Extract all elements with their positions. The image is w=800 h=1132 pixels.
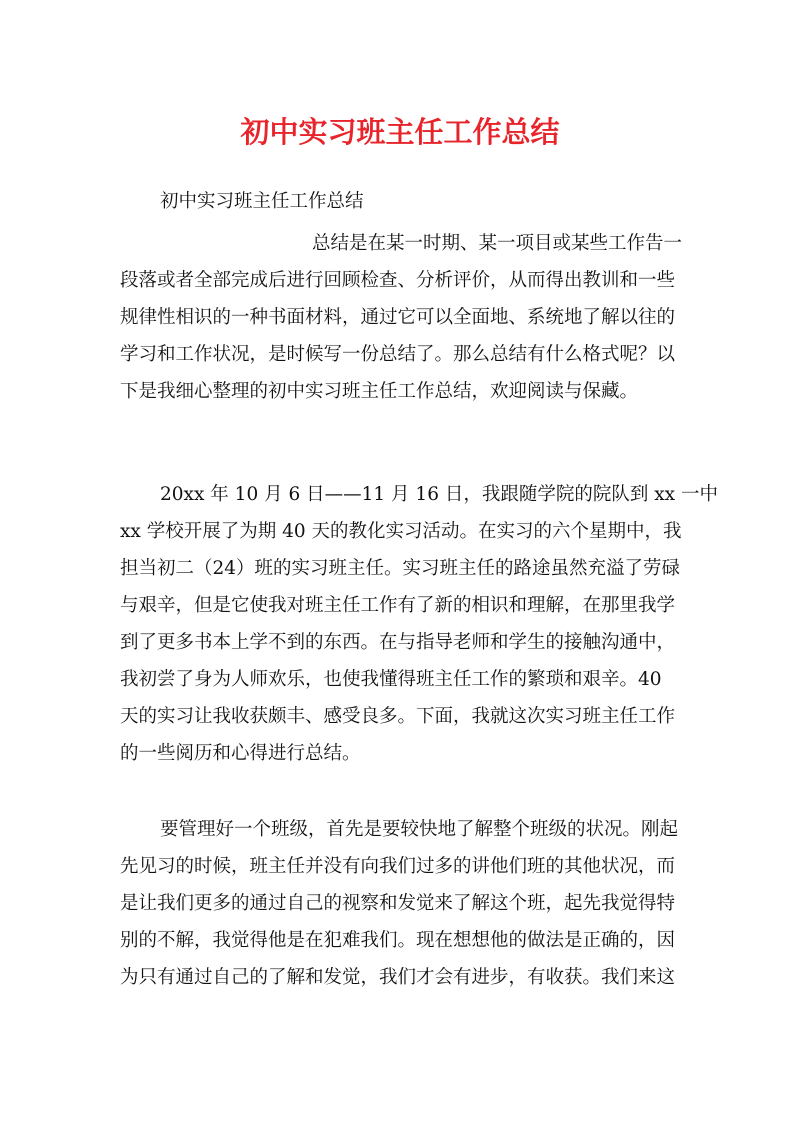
paragraph-line: 是让我们更多的通过自己的视察和发觉来了解这个班，起先我觉得特 (120, 893, 676, 914)
body-paragraph (120, 811, 690, 996)
paragraph-line: 先见习的时候，班主任并没有向我们过多的讲他们班的其他状况，而 (120, 856, 676, 877)
paragraph-line: 学习和工作状况，是时候写一份总结了。那么总结有什么格式呢？以 (120, 344, 676, 365)
paragraph-line: 段落或者全部完成后进行回顾检查、分析评价，从而得出教训和一些 (120, 270, 676, 291)
paragraph-line: 下是我细心整理的初中实习班主任工作总结，欢迎阅读与保藏。 (120, 381, 639, 402)
paragraph-line: 总结是在某一时期、某一项目或某些工作告一 (312, 233, 683, 254)
paragraph-line: 别的不解，我觉得他是在犯难我们。现在想想他的做法是正确的，因 (120, 930, 676, 951)
paragraph-line: 为只有通过自己的了解和发觉，我们才会有进步，有收获。我们来这 (120, 967, 676, 988)
paragraph-line: 规律性相识的一种书面材料，通过它可以全面地、系统地了解以往的 (120, 307, 676, 328)
paragraph-line: xx 学校开展了为期 40 天的教化实习活动。在实习的六个星期中，我 (120, 521, 682, 542)
body-paragraph (120, 476, 718, 772)
document-subtitle: 初中实习班主任工作总结 (160, 191, 364, 212)
paragraph-line: 与艰辛，但是它使我对班主任工作有了新的相识和理解，在那里我学 (120, 595, 676, 616)
page-title: 初中实习班主任工作总结 (240, 115, 560, 149)
paragraph-line: 担当初二（24）班的实习班主任。实习班主任的路途虽然充溢了劳碌 (120, 558, 681, 579)
paragraph-line: 的一些阅历和心得进行总结。 (120, 743, 361, 764)
intro-paragraph (120, 225, 690, 410)
paragraph-line: 20xx 年 10 月 6 日——11 月 16 日，我跟随学院的院队到 xx 一中 (160, 484, 718, 505)
paragraph-line: 到了更多书本上学不到的东西。在与指导老师和学生的接触沟通中， (120, 632, 676, 653)
paragraph-line: 我初尝了身为人师欢乐，也使我懂得班主任工作的繁琐和艰辛。40 (120, 669, 662, 690)
paragraph-line: 天的实习让我收获颇丰、感受良多。下面，我就这次实习班主任工作 (120, 706, 676, 727)
paragraph-line: 要管理好一个班级，首先是要较快地了解整个班级的状况。刚起 (160, 819, 679, 840)
